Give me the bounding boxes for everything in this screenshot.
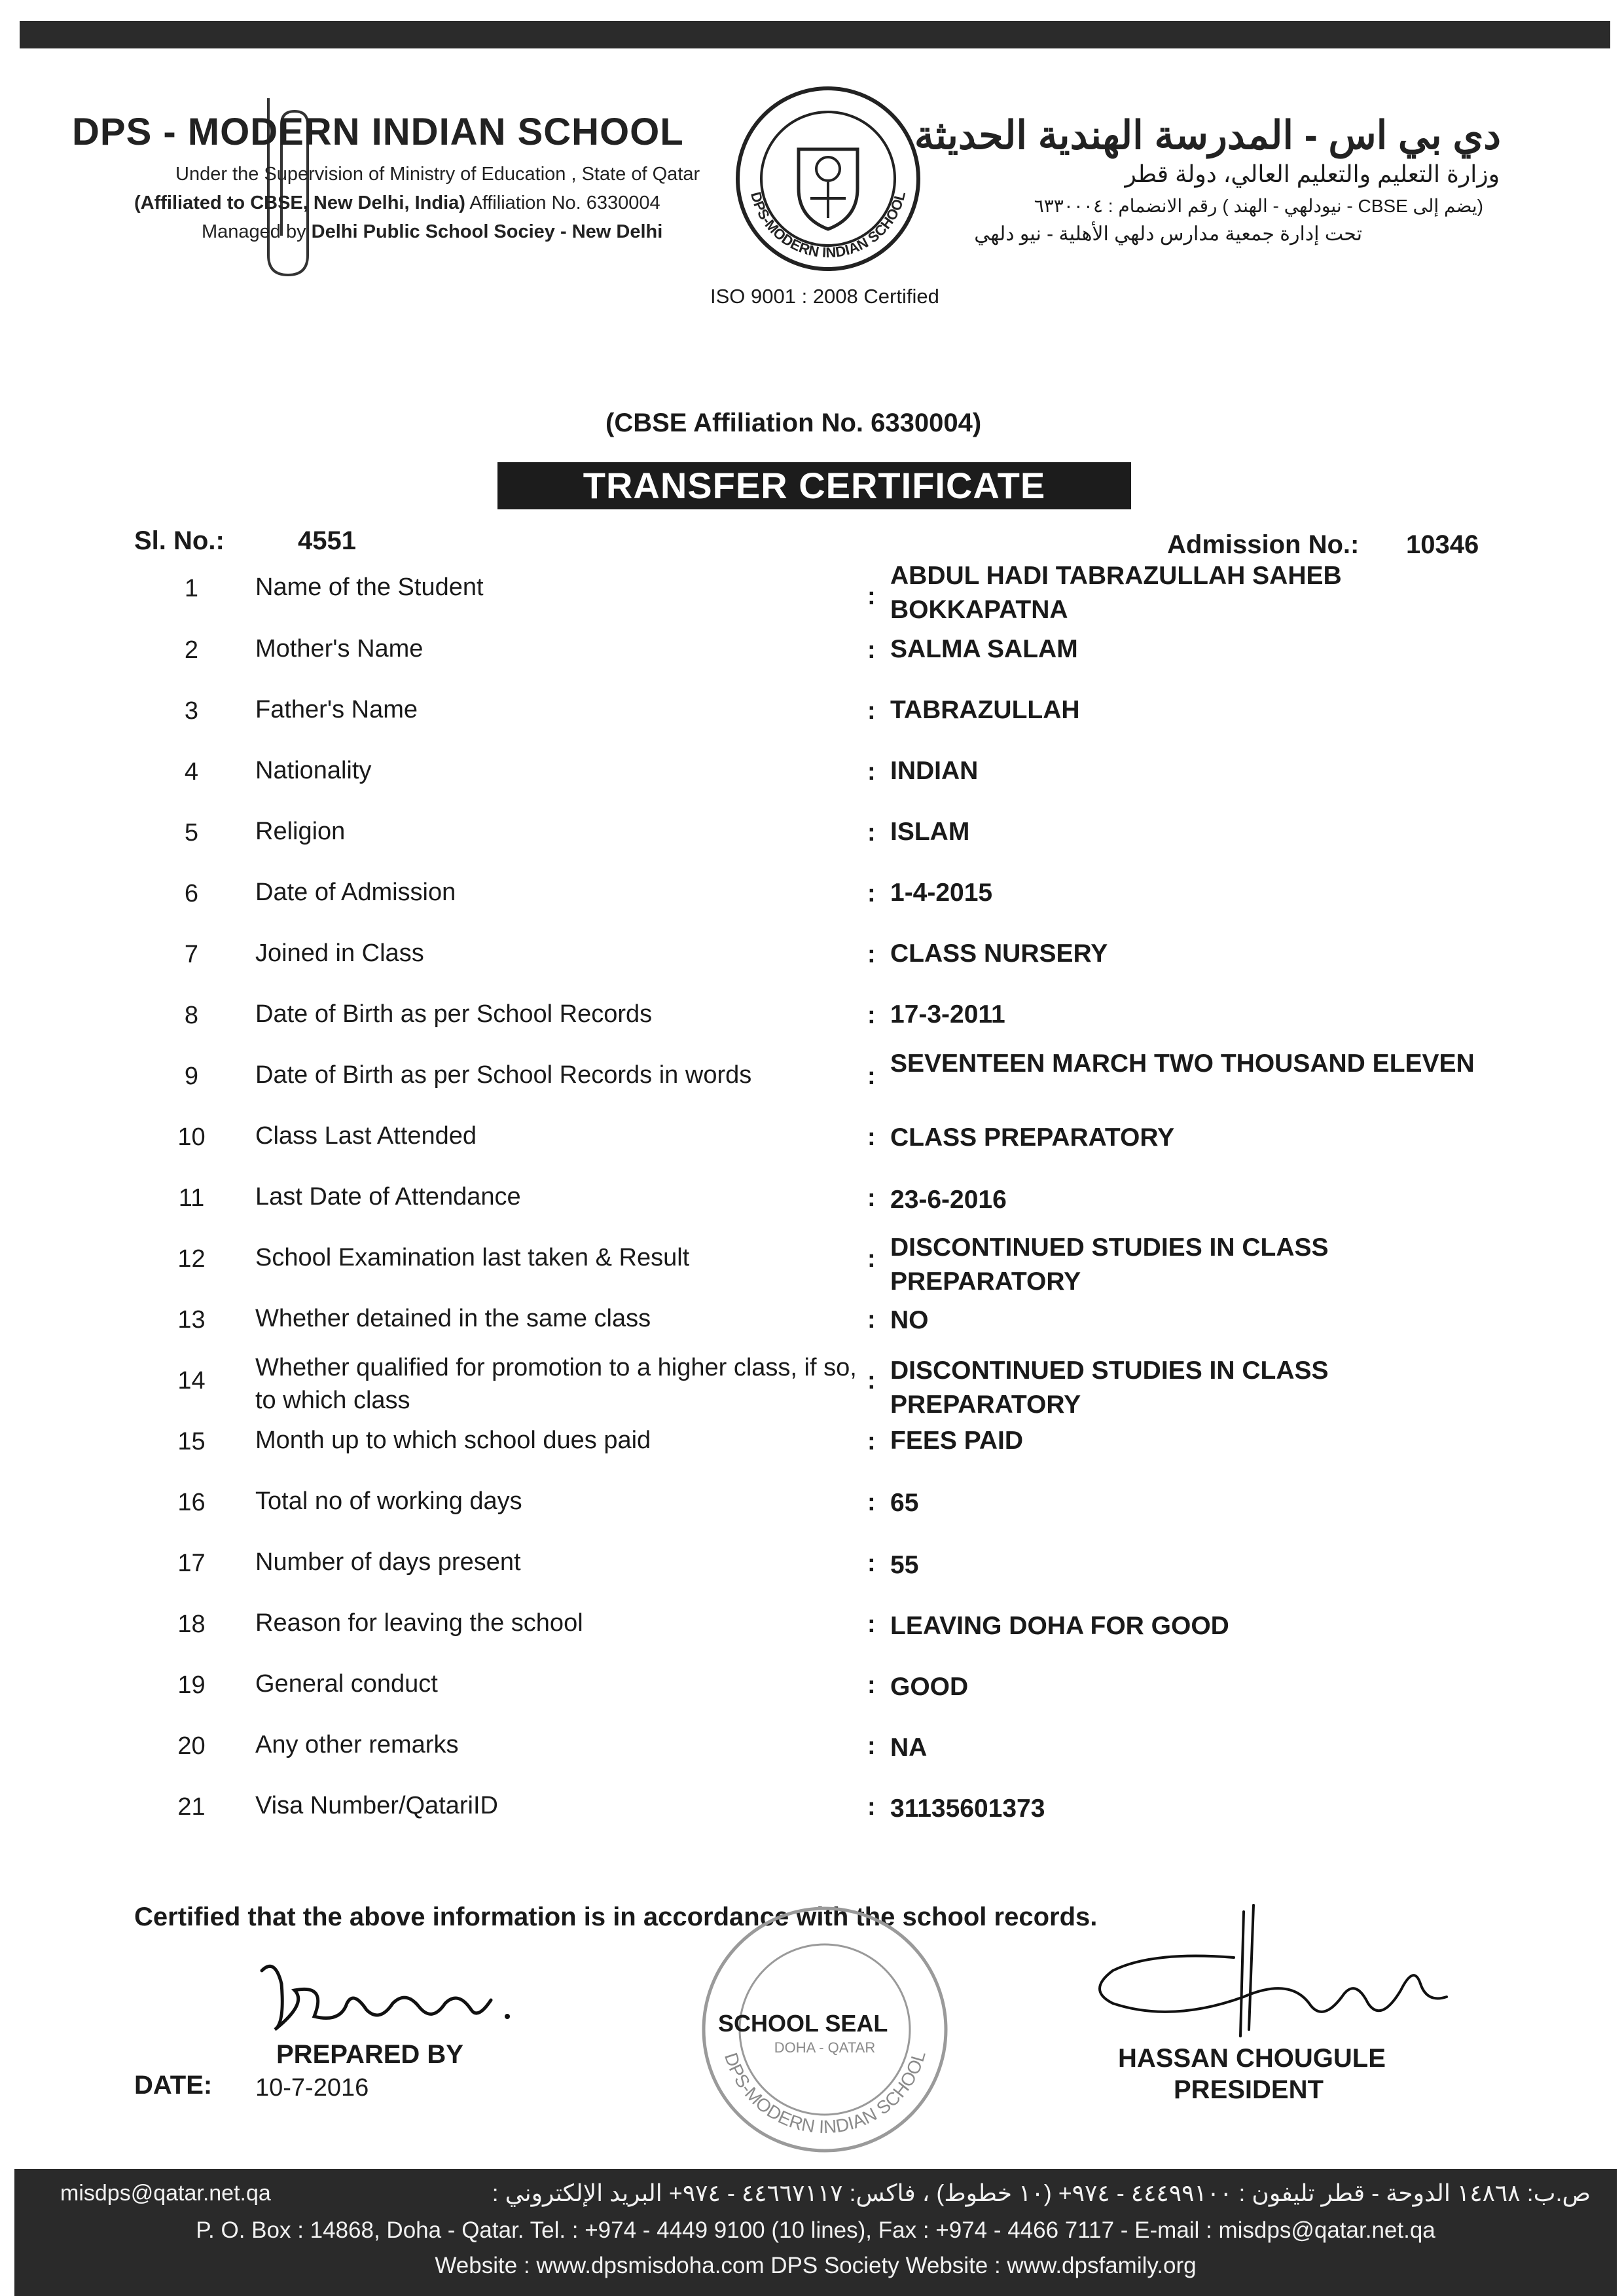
row-value: CLASS NURSERY [890,939,1108,968]
footer-websites: Website : www.dpsmisdoha.com DPS Society Website : www.dpsfamily.org [435,2253,1197,2278]
affiliation-line [134,192,660,214]
row-value: FEES PAID [890,1427,1023,1455]
row-colon: : [867,880,876,907]
row-label: Mother's Name [255,635,424,663]
row-value: NA [890,1734,928,1762]
row-label: Father's Name [255,696,418,723]
school-seal-label: SCHOOL SEAL [718,2010,888,2037]
row-label: Class Last Attended [255,1122,477,1150]
row-number: 16 [177,1489,206,1516]
school-logo [733,84,923,274]
row-label: Nationality [255,757,372,784]
serial-number-label: Sl. No.: [134,526,225,555]
row-label: Visa Number/QatariID [255,1792,498,1819]
row-colon: : [867,1428,876,1455]
row-colon: : [867,583,876,610]
admission-number-value: 10346 [1406,530,1479,559]
row-colon: : [867,1732,876,1760]
seal-ring-text: DPS-MODERN INDIAN SCHOOL [720,2049,929,2138]
seal-inner-text: DOHA - QATAR [774,2039,876,2056]
row-value: ABDUL HADI TABRAZULLAH SAHEB BOKKAPATNA [890,562,1342,624]
president-title: PRESIDENT [1174,2075,1324,2104]
row-number: 3 [184,697,199,725]
iso-certification: ISO 9001 : 2008 Certified [710,285,939,308]
row-value: ISLAM [890,818,970,846]
row-number: 6 [184,880,199,907]
row-label: Reason for leaving the school [255,1609,583,1637]
managed-by-prefix: Managed by [202,221,312,242]
row-colon: : [867,1611,876,1638]
prepared-by-label: PREPARED BY [276,2040,463,2069]
row-number: 9 [184,1063,199,1090]
row-number: 10 [177,1123,206,1151]
row-number: 12 [177,1245,206,1273]
row-value: LEAVING DOHA FOR GOOD [890,1612,1229,1640]
date-label: DATE: [134,2071,213,2100]
row-value: GOOD [890,1673,969,1701]
row-colon: : [867,1306,876,1334]
serial-number-value: 4551 [298,526,356,555]
affiliation-bold: (Affiliated to CBSE, New Delhi, India) [134,192,465,213]
row-label: Joined in Class [255,939,424,967]
row-number: 18 [177,1611,206,1638]
row-colon: : [867,697,876,725]
row-colon: : [867,1002,876,1029]
row-value: 65 [890,1489,919,1517]
row-value: 31135601373 [890,1795,1045,1823]
row-colon: : [867,1367,876,1394]
row-number: 19 [177,1671,206,1699]
row-number: 8 [184,1002,199,1029]
affiliation-line-arabic: (يضم إلى CBSE - نيودلهي - الهند ) رقم الانضمام : ٦٣٣٠٠٠٤ [1034,196,1483,216]
row-number: 5 [184,819,199,847]
ministry-line-arabic: وزارة التعليم والتعليم العالي، دولة قطر [1125,160,1500,187]
row-label: Whether detained in the same class [255,1305,651,1332]
row-number: 7 [184,941,199,968]
document-title: TRANSFER CERTIFICATE [497,462,1131,509]
row-colon: : [867,1245,876,1273]
row-colon: : [867,636,876,664]
affiliation-number: Affiliation No. 6330004 [465,192,660,213]
row-number: 17 [177,1550,206,1577]
row-value: 17-3-2011 [890,1000,1005,1029]
row-value: 55 [890,1551,919,1579]
row-colon: : [867,758,876,786]
certification-statement: Certified that the above information is in accordance with the school records. [134,1903,1098,1931]
row-number: 20 [177,1732,206,1760]
row-label: Number of days present [255,1548,521,1576]
row-value: SALMA SALAM [890,635,1078,663]
row-number: 14 [177,1367,206,1394]
row-number: 4 [184,758,199,786]
row-label: Date of Birth as per School Records in words [255,1061,752,1089]
row-number: 21 [177,1793,206,1821]
row-number: 11 [178,1184,205,1212]
row-value: TABRAZULLAH [890,696,1080,724]
cbse-affiliation: (CBSE Affiliation No. 6330004) [605,409,982,437]
supervision-line: Under the Supervision of Ministry of Education , State of Qatar [175,164,700,185]
row-colon: : [867,1793,876,1821]
managed-by-society: Delhi Public School Sociey - New Delhi [311,221,663,242]
row-label: Date of Birth as per School Records [255,1000,653,1028]
row-label: General conduct [255,1670,438,1698]
row-label: Whether qualified for promotion to a higher class, if so, to which class [255,1354,857,1414]
president-signature [1074,1899,1460,2056]
row-value: CLASS PREPARATORY [890,1123,1175,1152]
row-label: Name of the Student [255,574,484,601]
row-colon: : [867,1184,876,1212]
logo-ring-text: DPS-MODERN INDIAN SCHOOL [748,189,909,261]
row-number: 2 [184,636,199,664]
date-value: 10-7-2016 [255,2074,369,2102]
row-colon: : [867,1671,876,1699]
row-value: INDIAN [890,757,979,785]
row-value: SEVENTEEN MARCH TWO THOUSAND ELEVEN [890,1049,1475,1078]
row-number: 15 [177,1428,206,1455]
row-colon: : [867,819,876,847]
president-name: HASSAN CHOUGULE [1118,2044,1386,2073]
row-label: Date of Admission [255,879,456,906]
school-name-english: DPS - MODERN INDIAN SCHOOL [72,111,684,153]
managed-by-line [202,221,662,243]
top-border-bar [20,21,1610,48]
row-value: DISCONTINUED STUDIES IN CLASS PREPARATORY [890,1233,1329,1296]
footer-email: misdps@qatar.net.qa [60,2181,271,2206]
footer-contact-details: P. O. Box : 14868, Doha - Qatar. Tel. : +974 - 4449 9100 (10 lines), Fax : +974 - 4466 7117 - E-mail : misdps@qatar.net.qa [196,2217,1435,2243]
row-number: 1 [184,575,199,602]
row-label: School Examination last taken & Result [255,1244,690,1271]
footer-bar [14,2169,1617,2296]
school-name-arabic: دي بي اس - المدرسة الهندية الحديثة [914,113,1501,157]
row-colon: : [867,1063,876,1090]
footer-arabic-contact: ص.ب: ١٤٨٦٨ الدوحة - قطر تليفون : ٤٤٤٩٩١٠٠ - ٩٧٤+ (١٠ خطوط) ، فاكس: ٤٤٦٦٧١١٧ - ٩٧٤+ البريد الإلكتروني : [492,2179,1591,2206]
row-label: Total no of working days [255,1487,522,1515]
row-label: Last Date of Attendance [255,1183,521,1211]
row-colon: : [867,941,876,968]
row-label: Month up to which school dues paid [255,1427,651,1454]
row-colon: : [867,1123,876,1151]
admission-number-label: Admission No.: [1167,530,1360,559]
row-label: Religion [255,818,346,845]
row-value: 1-4-2015 [890,879,993,907]
row-value: 23-6-2016 [890,1186,1007,1214]
row-label: Any other remarks [255,1731,459,1758]
row-colon: : [867,1489,876,1516]
row-number: 13 [177,1306,206,1334]
row-value: DISCONTINUED STUDIES IN CLASS PREPARATORY [890,1357,1329,1419]
row-value: NO [890,1306,929,1334]
managed-by-line-arabic: تحت إدارة جمعية مدارس دلهي الأهلية - نيو دلهي [974,223,1362,245]
preparer-signature [249,1944,524,2043]
row-colon: : [867,1550,876,1577]
